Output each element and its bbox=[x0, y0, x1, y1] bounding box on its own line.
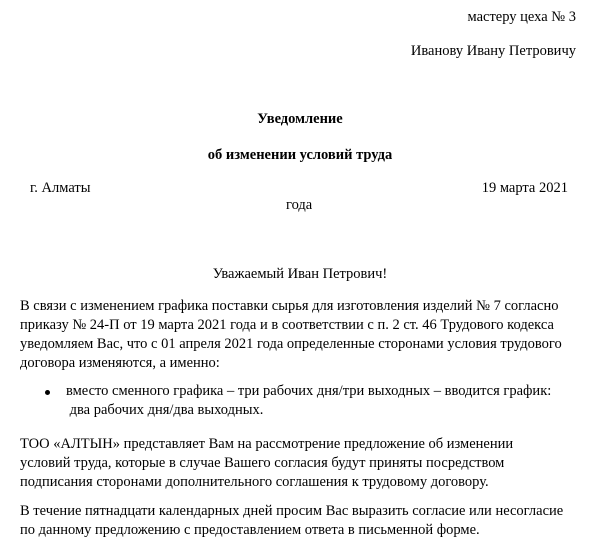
paragraph-line: В течение пятнадцати календарных дней просим Вас выразить согласие или несогласие bbox=[20, 503, 564, 519]
paragraph-request bbox=[20, 502, 585, 540]
document-subtitle: об изменении условий труда bbox=[207, 147, 393, 163]
bullet-line: вместо сменного графика – три рабочих дня/три выходных – вводится график: bbox=[66, 383, 552, 399]
recipient-position: мастеру цеха № 3 bbox=[467, 9, 576, 25]
paragraph-intro bbox=[20, 297, 585, 373]
bullet-line: два рабочих дня/два выходных. bbox=[66, 402, 264, 418]
paragraph-line: договора изменяются, а именно: bbox=[20, 355, 220, 371]
bullet-text bbox=[66, 382, 586, 420]
bullet-icon bbox=[45, 390, 50, 395]
paragraph-proposal bbox=[20, 435, 585, 492]
paragraph-line: В связи с изменением графика поставки сырья для изготовления изделий № 7 согласно bbox=[20, 298, 559, 314]
paragraph-line: подписания сторонами дополнительного соглашения к трудовому договору. bbox=[20, 474, 489, 490]
paragraph-line: ТОО «АЛТЫН» представляет Вам на рассмотрение предложение об изменении bbox=[20, 436, 514, 452]
paragraph-line: условий труда, которые в случае Вашего согласия будут приняты посредством bbox=[20, 455, 505, 471]
city: г. Алматы bbox=[30, 180, 91, 196]
recipient-name: Иванову Ивану Петровичу bbox=[410, 43, 576, 59]
paragraph-line: приказу № 24-П от 19 марта 2021 года и в соответствии с п. 2 ст. 46 Трудового кодекса bbox=[20, 317, 554, 333]
date-suffix: года bbox=[286, 197, 313, 213]
paragraph-line: уведомляем Вас, что с 01 апреля 2021 года определенные сторонами условия трудового bbox=[20, 336, 562, 352]
document-title: Уведомление bbox=[257, 111, 343, 127]
salutation: Уважаемый Иван Петрович! bbox=[212, 266, 388, 282]
date: 19 марта 2021 bbox=[481, 180, 568, 196]
paragraph-line: по данному предложению с предоставлением ответа в письменной форме. bbox=[20, 522, 480, 538]
